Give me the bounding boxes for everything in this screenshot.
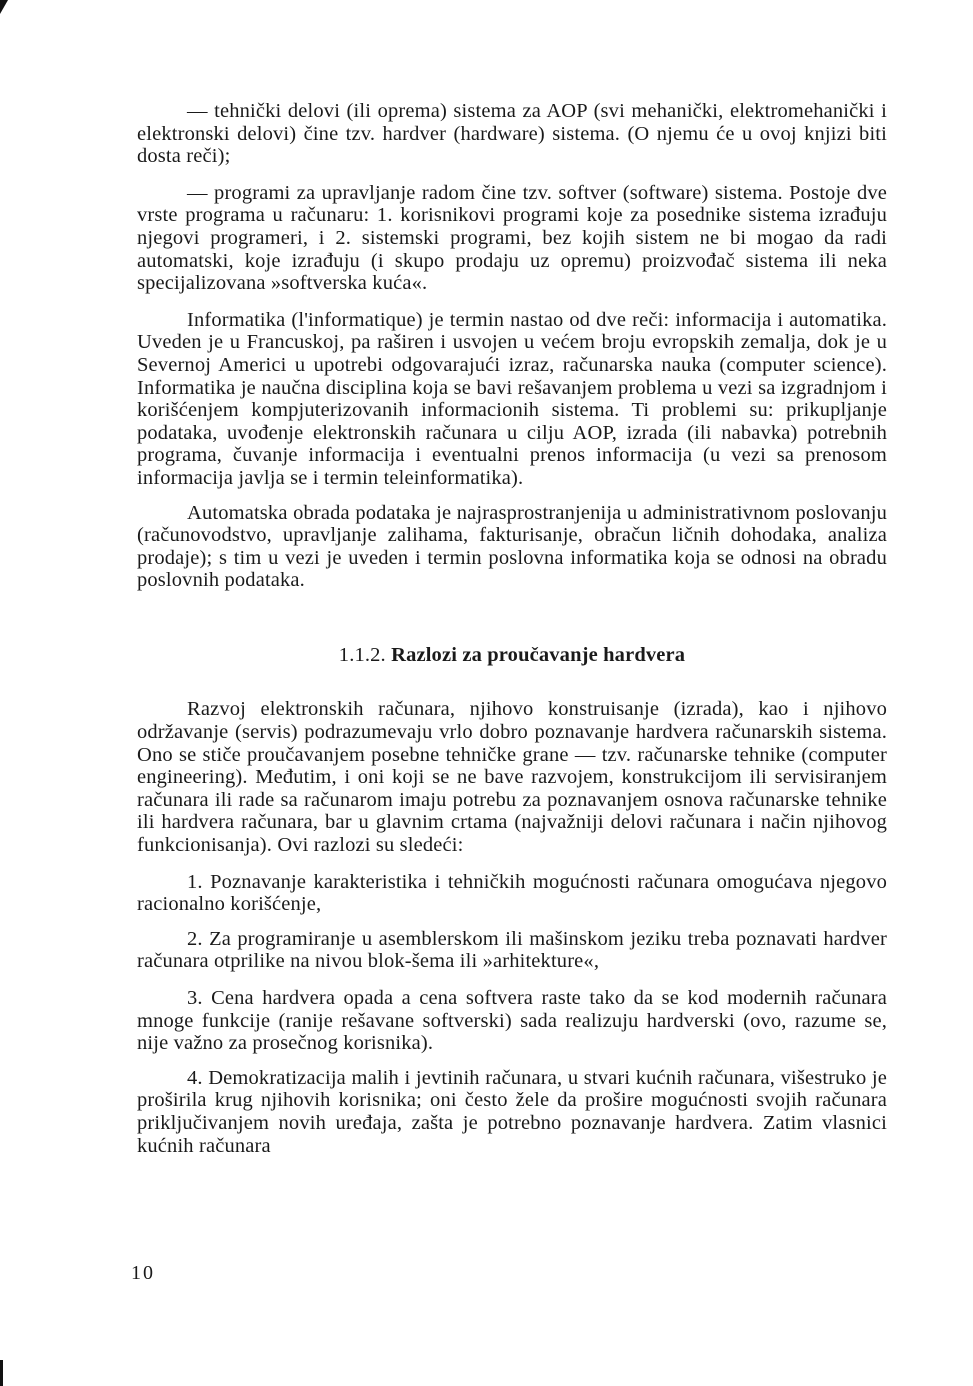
page-number: 10 xyxy=(131,1262,155,1284)
page-body xyxy=(137,100,887,1157)
paragraph-hardware-definition: — tehnički delovi (ili oprema) sistema za AOP (svi mehanički, elektromehanički i elektronski delovi) čine tzv. hardver (hardware) sistema. (O njemu će u ovoj knjizi biti dosta reči); xyxy=(137,100,887,168)
paragraph-automatska-obrada: Automatska obrada podataka je najrasprostranjenija u administrativnom poslovanju (računovodstvo, upravljanje zalihama, fakturisanje, obračun ličnih dohodaka, analiza prodaje); s tim u vezi je uveden i termin poslovna informatika koja se odnosi na obradu poslovnih podataka. xyxy=(137,501,887,592)
paragraph-razvoj-racunara: Razvoj elektronskih računara, njihovo konstruisanje (izrada), kao i njihovo održavanje (servis) podrazumevaju vrlo dobro poznavanje hardvera računarskih sistema. Ono se stiče proučavanjem posebne tehničke grane — tzv. računarske tehnike (computer engineering). Međutim, i oni koji se ne bave razvojem, konstrukcijom ili servisiranjem računara ili rade sa računarom imaju potrebu za poznavanjem osnova računarske tehnike ili hardvera računara, bar u glavnim crtama (najvažniji delovi računara i način njihovog funkcionisanja). Ovi razlozi su sledeći: xyxy=(137,698,887,857)
list-item-2: 2. Za programiranje u asemblerskom ili mašinskom jeziku treba poznavati hardver računara otprilike na nivou blok-šema ili »arhitekture«, xyxy=(137,927,887,973)
list-item-3: 3. Cena hardvera opada a cena softvera raste tako da se kod modernih računara mnoge funkcije (ranije rešavane softverski) sada realizuju hardverski (ovo, razume se, nije važno za prosečnog korisnika). xyxy=(137,987,887,1055)
section-title: Razlozi za proučavanje hardvera xyxy=(391,643,686,666)
list-item-4: 4. Demokratizacija malih i jevtinih računara, u stvari kućnih računara, višestruko je proširila krug njihovih korisnika; oni često žele da prošire mogućnosti svojih računara priključivanjem novih uređaja, zašta je potrebno poznavanje hardvera. Zatim vlasnici kućnih računara xyxy=(137,1066,887,1157)
section-heading xyxy=(137,644,887,667)
scan-corner-mark xyxy=(0,0,8,14)
section-number: 1.1.2. xyxy=(338,643,386,666)
paragraph-informatika: Informatika (l'informatique) je termin nastao od dve reči: informacija i automatika. Uveden je u Francuskoj, pa raširen i usvojen u većem broju evropskih zemalja, dok je u Severnoj Americi u upotrebi odgovarajući izraz, računarska nauka (computer science). Informatika je naučna disciplina koja se bavi rešavanjem problema u vezi sa izgradnjom i korišćenjem kompjuterizovanih informacionih sistema. Ti problemi su: prikupljanje podataka, uvođenje elektronskih računara u cilju AOP, izrada (ili nabavka) potrebnih programa, čuvanje informacija i eventualni prenos informacija (u vezi sa prenosom informacija javlja se i termin teleinformatika). xyxy=(137,308,887,489)
list-item-1: 1. Poznavanje karakteristika i tehničkih mogućnosti računara omogućava njegovo racionalno korišćenje, xyxy=(137,870,887,916)
scan-edge-mark xyxy=(0,1360,3,1386)
paragraph-software-definition: — programi za upravljanje radom čine tzv. softver (software) sistema. Postoje dve vrste programa u računaru: 1. korisnikovi programi koje za posednike sistema izrađuju njegovi programeri, i 2. sistemski programi, bez kojih sistem ne bi mogao da radi automatski, koje izrađuju (i skupo prodaju uz opremu) proizvođač sistema ili neka specijalizovana »softverska kuća«. xyxy=(137,181,887,295)
